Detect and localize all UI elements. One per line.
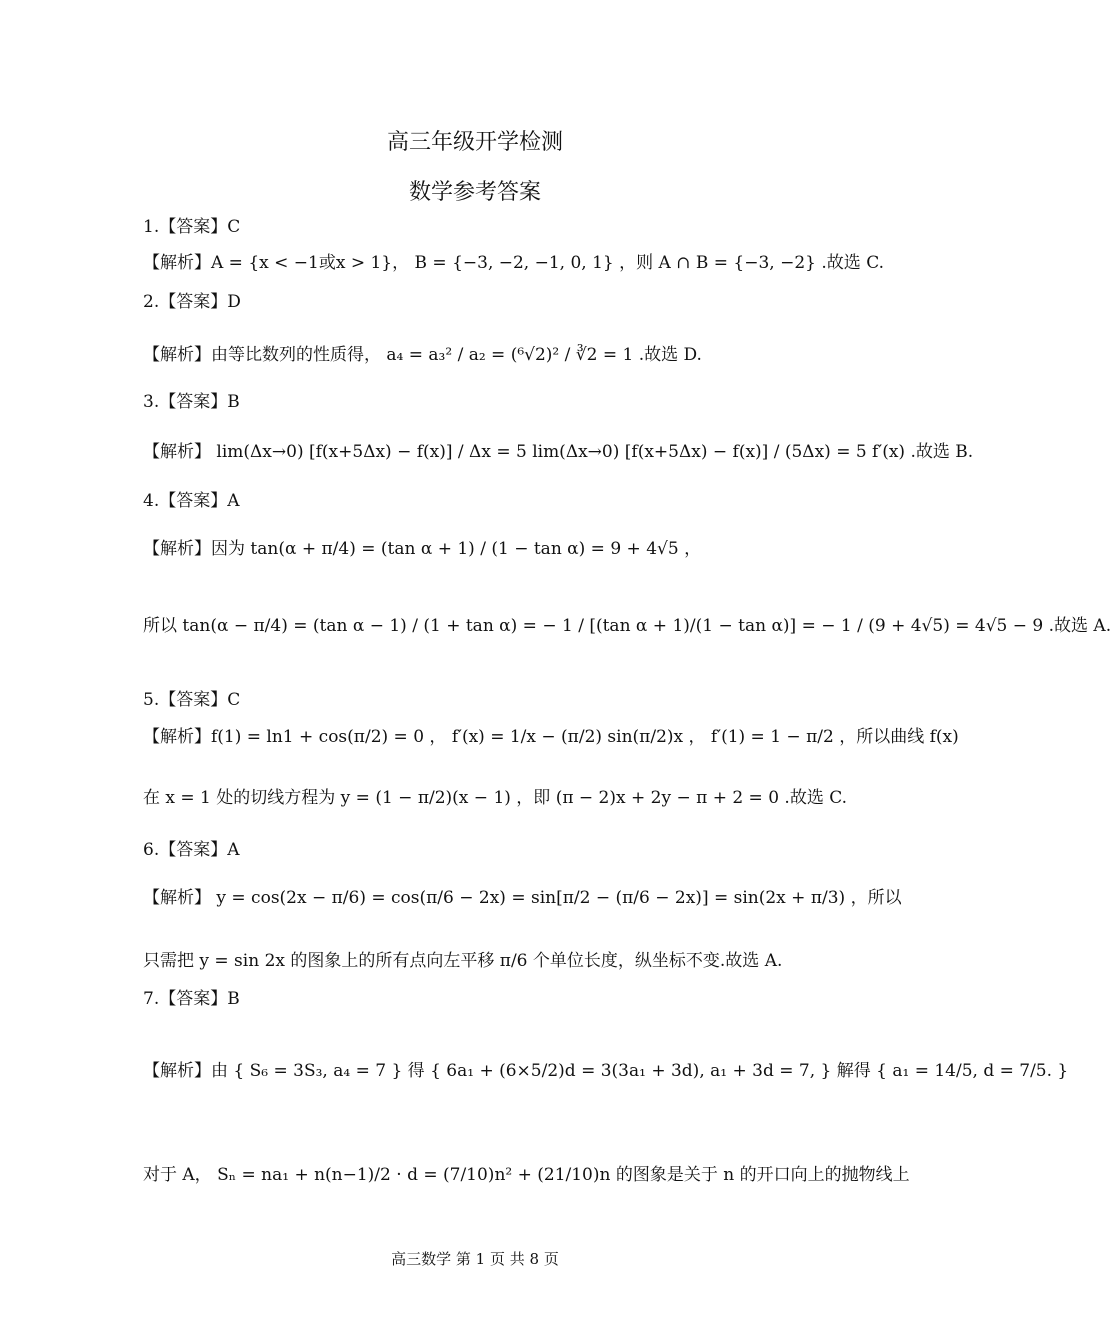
analysis-5-line2: 在 x = 1 处的切线方程为 y = (1 − π/2)(x − 1) ，即 (π − 2)x + 2y − π + 2 = 0 .故选 C. — [143, 788, 848, 808]
analysis-4-line2: 所以 tan(α − π/4) = (tan α − 1) / (1 + tan α) = − 1 / [(tan α + 1)/(1 − tan α)] = − 1 / (9 + 4√5) = 4√5 − 9 .故选 A. — [143, 616, 1111, 636]
analysis-1: 【解析】A = {x < −1或x > 1}， B = {−3, −2, −1, 0, 1} ，则 A ∩ B = {−3, −2} .故选 C. — [143, 253, 884, 273]
analysis-7-line1: 【解析】由 { S₆ = 3S₃, a₄ = 7 } 得 { 6a₁ + (6×5/2)d = 3(3a₁ + 3d), a₁ + 3d = 7, } 解得 { a₁ = 14/5, d = 7/5. } — [143, 1061, 1069, 1081]
answer-3: 3.【答案】B — [143, 392, 240, 412]
page-footer: 高三数学 第 1 页 共 8 页 — [391, 1250, 559, 1268]
page-subtitle: 数学参考答案 — [408, 180, 541, 205]
analysis-2: 【解析】由等比数列的性质得， a₄ = a₃² / a₂ = (⁶√2)² / ∛2 = 1 .故选 D. — [143, 345, 702, 365]
answer-1: 1.【答案】C — [143, 217, 241, 237]
answer-7: 7.【答案】B — [143, 989, 240, 1009]
answer-6: 6.【答案】A — [143, 840, 240, 860]
analysis-6-line1: 【解析】 y = cos(2x − π/6) = cos(π/6 − 2x) = sin[π/2 − (π/6 − 2x)] = sin(2x + π/3) ，所以 — [143, 888, 902, 908]
analysis-4-line1: 【解析】因为 tan(α + π/4) = (tan α + 1) / (1 − tan α) = 9 + 4√5 ， — [143, 539, 702, 559]
analysis-3: 【解析】 lim(Δx→0) [f(x+5Δx) − f(x)] / Δx = 5 lim(Δx→0) [f(x+5Δx) − f(x)] / (5Δx) = 5 f′(x) .故选 B. — [143, 442, 974, 462]
analysis-5-line1: 【解析】f(1) = ln1 + cos(π/2) = 0 ， f′(x) = 1/x − (π/2) sin(π/2)x ， f′(1) = 1 − π/2 ，所以曲线 f(x) — [143, 727, 959, 747]
analysis-6-line2: 只需把 y = sin 2x 的图象上的所有点向左平移 π/6 个单位长度，纵坐标不变.故选 A. — [143, 951, 783, 971]
answer-2: 2.【答案】D — [143, 292, 241, 312]
answer-4: 4.【答案】A — [143, 491, 240, 511]
analysis-7-line2: 对于 A， Sₙ = na₁ + n(n−1)/2 · d = (7/10)n² + (21/10)n 的图象是关于 n 的开口向上的抛物线上 — [143, 1165, 910, 1185]
answer-5: 5.【答案】C — [143, 690, 241, 710]
page-title: 高三年级开学检测 — [386, 130, 563, 155]
